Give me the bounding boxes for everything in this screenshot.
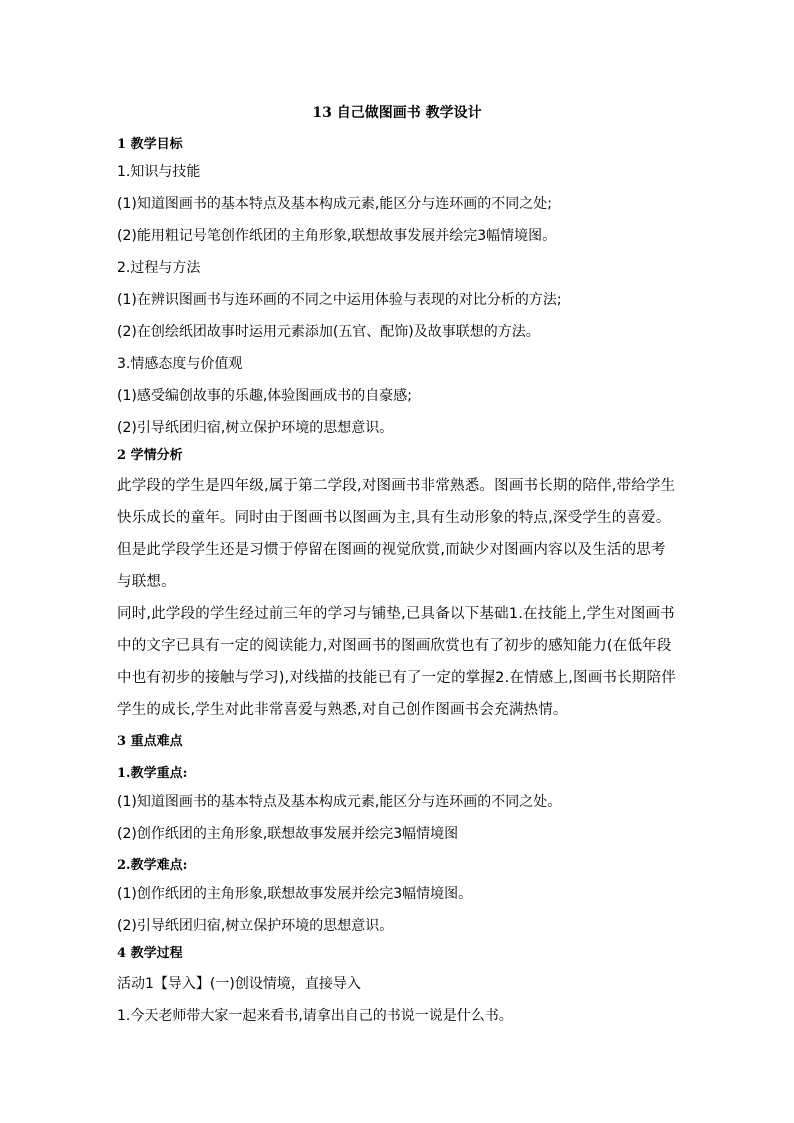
- paragraph-line: 中的文字已具有一定的阅读能力,对图画书的图画欣赏也有了初步的感知能力(在低年段: [117, 638, 672, 654]
- section-heading: 2.教学难点:: [117, 858, 188, 873]
- paragraph-line: (1)知道图画书的基本特点及基本构成元素,能区分与连环画的不同之处;: [117, 196, 552, 212]
- section-heading: 2 学情分析: [117, 448, 183, 463]
- paragraph-line: (2)引导纸团归宿,树立保护环境的思想意识。: [117, 918, 394, 934]
- paragraph-line: 此学段的学生是四年级,属于第二学段,对图画书非常熟悉。图画书长期的陪伴,带给学生: [117, 478, 676, 494]
- paragraph-line: 但是此学段学生还是习惯于停留在图画的视觉欣赏,而缺少对图画内容以及生活的思考: [117, 542, 666, 558]
- section-heading: 1.教学重点:: [117, 766, 188, 781]
- section-heading: 4 教学过程: [117, 946, 183, 961]
- paragraph-line: (2)能用粗记号笔创作纸团的主角形象,联想故事发展并绘完3幅情境图。: [117, 228, 557, 244]
- paragraph-line: 2.过程与方法: [117, 260, 201, 276]
- paragraph-line: (1)感受编创故事的乐趣,体验图画成书的自豪感;: [117, 388, 412, 404]
- paragraph-line: 3.情感态度与价值观: [117, 356, 243, 372]
- document-title: 13 自己做图画书 教学设计: [312, 105, 482, 121]
- paragraph-line: (1)知道图画书的基本特点及基本构成元素,能区分与连环画的不同之处。: [117, 794, 562, 810]
- paragraph-line: 活动1【导入】(一)创设情境，直接导入: [117, 976, 361, 992]
- paragraph-line: (2)引导纸团归宿,树立保护环境的思想意识。: [117, 420, 394, 436]
- paragraph-line: 与联想。: [117, 574, 176, 590]
- paragraph-line: (2)在创绘纸团故事时运用元素添加(五官、配饰)及故事联想的方法。: [117, 324, 540, 340]
- paragraph-line: (1)在辨识图画书与连环画的不同之中运用体验与表现的对比分析的方法;: [117, 292, 562, 308]
- paragraph-line: (1)创作纸团的主角形象,联想故事发展并绘完3幅情境图。: [117, 886, 473, 902]
- paragraph-line: (2)创作纸团的主角形象,联想故事发展并绘完3幅情境图: [117, 826, 459, 842]
- paragraph-line: 1.今天老师带大家一起来看书,请拿出自己的书说一说是什么书。: [117, 1008, 513, 1024]
- paragraph-line: 快乐成长的童年。同时由于图画书以图画为主,具有生动形象的特点,深受学生的喜爱。: [117, 510, 671, 526]
- paragraph-line: 同时,此学段的学生经过前三年的学习与铺垫,已具备以下基础1.在技能上,学生对图画书: [117, 606, 675, 622]
- paragraph-line: 学生的成长,学生对此非常喜爱与熟悉,对自己创作图画书会充满热情。: [117, 702, 568, 718]
- section-heading: 1 教学目标: [117, 137, 183, 152]
- paragraph-line: 中也有初步的接触与学习),对线描的技能已有了一定的掌握2.在情感上,图画书长期陪伴: [117, 670, 676, 686]
- section-heading: 3 重点难点: [117, 734, 183, 749]
- paragraph-line: 1.知识与技能: [117, 164, 201, 180]
